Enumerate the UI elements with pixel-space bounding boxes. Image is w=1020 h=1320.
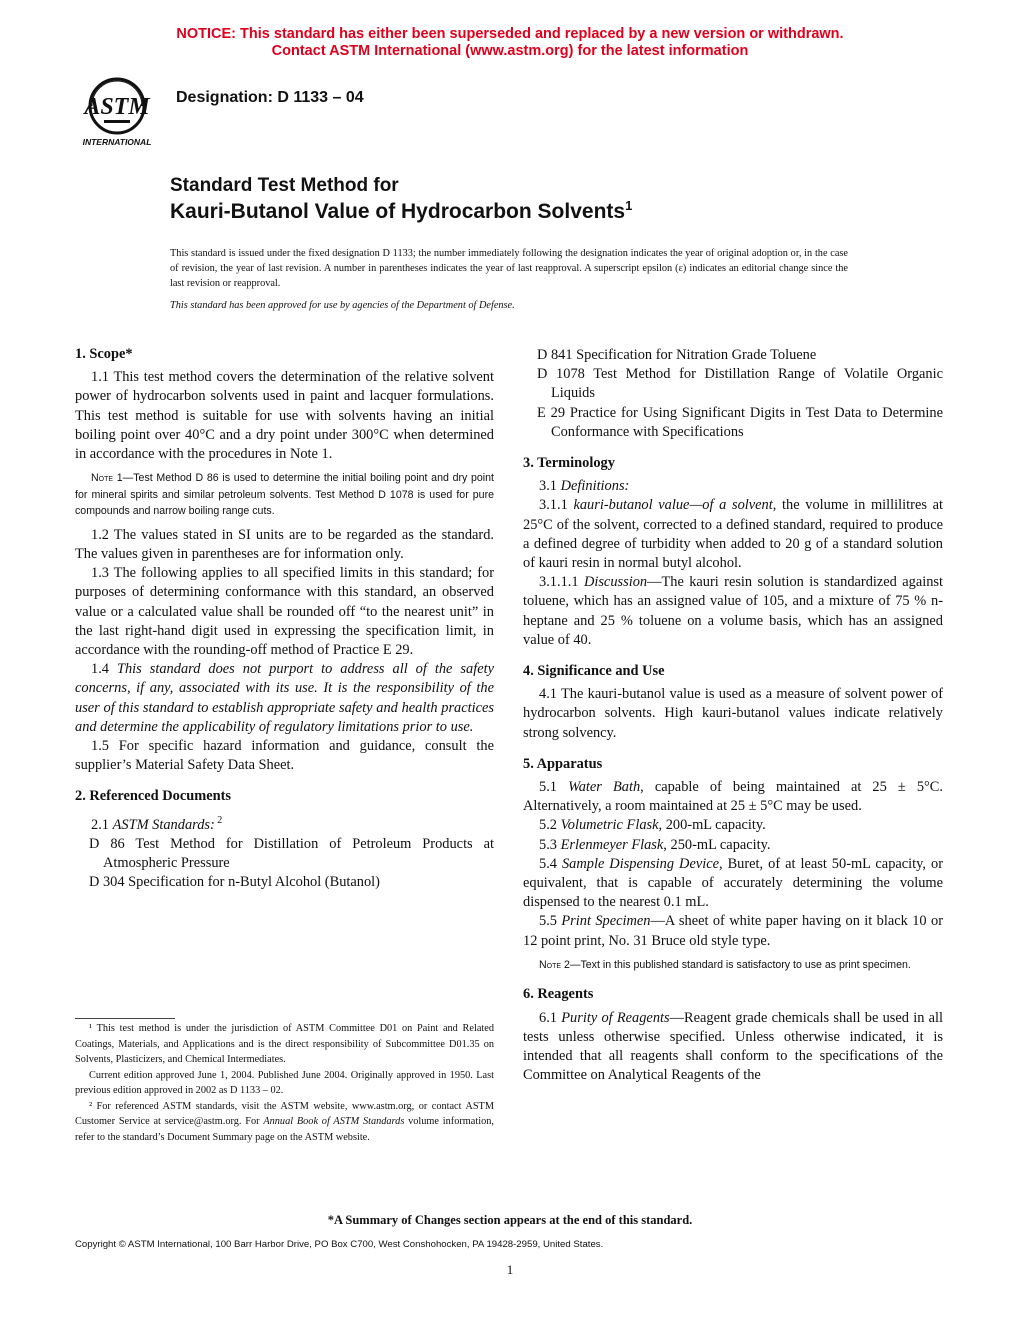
left-column <box>75 345 494 892</box>
terminology-3-1-num: 3.1 <box>539 478 561 495</box>
title-main: Kauri-Butanol Value of Hydrocarbon Solvents <box>170 200 626 223</box>
terminology-3-1-1-1-text: —The kauri resin solution is standardized against toluene, which has an assigned value of 105, and a mixture of 75 % n-heptane and 25 % toluene on a volume basis, which has an assigned value of 40. <box>523 574 943 648</box>
footnote-2-italic: Annual Book of ASTM Standards <box>263 1116 405 1127</box>
copyright: Copyright © ASTM International, 100 Barr Harbor Drive, PO Box C700, West Conshohocken, PA 19428-2959, United States. <box>75 1239 604 1250</box>
apparatus-5-1-label: Water Bath <box>568 779 641 796</box>
dod-approval: This standard has been approved for use by agencies of the Department of Defense. <box>170 300 515 311</box>
apparatus-5-4-num: 5.4 <box>539 855 562 872</box>
apparatus-5-2-text: , 200-mL capacity. <box>658 817 766 834</box>
logo-text: ASTM <box>84 94 150 120</box>
designation: Designation: D 1133 – 04 <box>176 89 364 106</box>
notice-line-2: Contact ASTM International (www.astm.org) for the latest information <box>271 43 749 59</box>
refdocs-2-1 <box>75 811 494 835</box>
note-1-text: 1—Test Method D 86 is used to determine the initial boiling point and dry point for mineral spirits and similar petroleum solvents. Test Method D 1078 is used for pure compounds and narrow boiling range cuts. <box>75 472 494 518</box>
apparatus-5-5-label: Print Specimen <box>561 913 651 930</box>
right-column <box>523 346 943 1085</box>
apparatus-5-4-label: Sample Dispensing Device <box>561 855 719 872</box>
ref-item-d1078: D 1078 Test Method for Distillation Range of Volatile Organic Liquids <box>537 366 943 402</box>
astm-logo <box>74 76 160 148</box>
section-terminology-heading: 3. Terminology <box>523 455 615 472</box>
apparatus-5-5-num: 5.5 <box>539 913 562 930</box>
refdocs-footnote-ref: 2 <box>214 814 223 826</box>
title-line-2 <box>170 198 632 224</box>
reagents-6-1-label: Purity of Reagents <box>561 1009 670 1026</box>
reagents-6-1-text: —Reagent grade chemicals shall be used in all tests unless otherwise specified. Unless otherwise indicated, it is intended that all reagents shall conform to the specifications of the Committee on Analytical Reagents of the <box>523 1009 944 1084</box>
scope-1-3: 1.3 The following applies to all specified limits in this standard; for purposes of determining conformance with this standard, an observed value or a calculated value shall be rounded off “to the nearest unit” in the last right-hand digit used in expressing the specification limit, in accordance with the rounding-off method of Practice E 29. <box>75 565 494 658</box>
apparatus-5-1-num: 5.1 <box>539 779 569 796</box>
terminology-3-1-1-text: , the volume in millilitres at 25°C of the solvent, corrected to a defined standard, required to produce a defined degree of turbidity when added to 20 g of a standard solution of kauri resin in normal butyl alcohol. <box>523 497 944 572</box>
scope-1-2: 1.2 The values stated in SI units are to be regarded as the standard. The values given in parentheses are for information only. <box>75 526 494 562</box>
scope-1-4-num: 1.4 <box>91 661 117 678</box>
ref-item-d86: D 86 Test Method for Distillation of Petroleum Products at Atmospheric Pressure <box>89 835 494 871</box>
note-2 <box>523 957 943 974</box>
title-footnote-ref: 1 <box>625 198 633 213</box>
scope-1-5: 1.5 For specific hazard information and guidance, consult the supplier’s Material Safety Data Sheet. <box>75 737 494 774</box>
footnote-2-a: ² For referenced ASTM standards, visit the ASTM website, www.astm.org, or contact ASTM Customer Service at service@astm.org. For <box>75 1100 494 1127</box>
apparatus-5-5 <box>523 912 943 950</box>
terminology-3-1-label: Definitions: <box>560 478 630 495</box>
ref-item-d304: D 304 Specification for n-Butyl Alcohol (Butanol) <box>89 873 380 890</box>
refdocs-2-1-label: ASTM Standards: <box>112 816 215 833</box>
logo-subtext: INTERNATIONAL <box>82 137 152 147</box>
note-1-label: Note <box>91 472 114 485</box>
apparatus-5-3-label: Erlenmeyer Flask <box>560 836 664 853</box>
footnote-rule <box>75 1018 175 1019</box>
note-2-text: 2—Text in this published standard is satisfactory to use as print specimen. <box>561 958 911 971</box>
terminology-3-1-1-1-label: Discussion <box>583 574 648 591</box>
reagents-6-1 <box>523 1009 943 1086</box>
ref-item-d841: D 841 Specification for Nitration Grade Toluene <box>537 347 817 363</box>
apparatus-5-2-label: Volumetric Flask <box>560 817 659 834</box>
apparatus-5-3-text: , 250-mL capacity. <box>663 836 771 853</box>
terminology-3-1 <box>523 477 943 496</box>
footnote-2-b: volume information, refer to the standard’s Document Summary page on the ASTM website. <box>75 1116 494 1143</box>
apparatus-5-4 <box>523 855 943 913</box>
preface-text: This standard is issued under the fixed designation D 1133; the number immediately following the designation indicates the year of original adoption or, in the case of revision, the year of last revision. A number in parentheses indicates the year of last reapproval. A superscript epsilon (ε) indicates an editorial change since the last revision or reapproval. <box>170 248 848 289</box>
section-scope-heading: 1. Scope* <box>75 346 133 362</box>
apparatus-5-2 <box>523 816 943 835</box>
footnote-1: ¹ This test method is under the jurisdiction of ASTM Committee D01 on Paint and Related Coatings, Materials, and Applications and is the direct responsibility of Subcommittee D01.35 on Solvents, Plasticizers, and Chemical Intermediates. <box>75 1023 494 1065</box>
terminology-3-1-1-1 <box>523 573 943 650</box>
scope-1-1: 1.1 This test method covers the determination of the relative solvent power of hydrocarbon solvents used in paint and lacquer formulations. This test method is suitable for use with solvents having an initial boiling point over 40°C and a dry point under 300°C when determined in accordance with the procedures in Note 1. <box>75 369 494 463</box>
apparatus-5-4-text: , Buret, of at least 50-mL capacity, or equivalent, that is capable of accurately determining the volume dispensed to the nearest 0.1 mL. <box>523 855 943 911</box>
significance-4-1: 4.1 The kauri-butanol value is used as a measure of solvent power of hydrocarbon solvents. High kauri-butanol values indicate relatively strong solvency. <box>523 686 943 741</box>
section-reagents-heading: 6. Reagents <box>523 986 594 1003</box>
section-apparatus-heading: 5. Apparatus <box>523 755 603 772</box>
terminology-3-1-1 <box>523 496 943 573</box>
footnotes <box>75 1021 494 1145</box>
apparatus-5-3 <box>523 836 943 855</box>
notice-line-1: NOTICE: This standard has either been superseded and replaced by a new version or withdrawn. <box>176 26 844 42</box>
apparatus-5-5-text: —A sheet of white paper having on it black 10 or 12 point print, No. 31 Bruce old style type. <box>523 913 944 949</box>
apparatus-5-1 <box>523 778 943 816</box>
refdocs-2-1-num: 2.1 <box>91 816 113 833</box>
apparatus-5-2-num: 5.2 <box>539 817 561 834</box>
summary-of-changes-note: *A Summary of Changes section appears at the end of this standard. <box>327 1213 693 1227</box>
terminology-3-1-1-num: 3.1.1 <box>539 497 574 514</box>
footnote-2 <box>75 1099 494 1146</box>
title-line-1: Standard Test Method for <box>170 175 399 196</box>
ref-item-e29: E 29 Practice for Using Significant Digits in Test Data to Determine Conformance with Specifications <box>537 404 943 440</box>
apparatus-5-1-text: , capable of being maintained at 25 ± 5°C. Alternatively, a room maintained at 25 ± 5°C may be used. <box>523 779 943 815</box>
withdrawal-notice <box>0 26 1020 60</box>
note-2-label: Note <box>539 958 562 971</box>
astm-logo-icon <box>74 76 160 148</box>
footnote-1-edition: Current edition approved June 1, 2004. Published June 2004. Originally approved in 1950. Last previous edition approved in 2002 as D 1133 – 02. <box>75 1069 494 1096</box>
terminology-3-1-1-term: kauri-butanol value—of a solvent <box>573 497 773 514</box>
terminology-3-1-1-1-num: 3.1.1.1 <box>539 574 584 591</box>
note-1 <box>75 470 494 520</box>
scope-1-4-text: This standard does not purport to address all of the safety concerns, if any, associated with its use. It is the responsibility of the user of this standard to establish appropriate safety and health practices and determine the applicability of regulatory limitations prior to use. <box>75 661 494 735</box>
apparatus-5-3-num: 5.3 <box>539 836 561 853</box>
section-refdocs-heading: 2. Referenced Documents <box>75 788 231 805</box>
scope-1-4 <box>75 660 494 737</box>
reagents-6-1-num: 6.1 <box>539 1009 562 1026</box>
page-number: 1 <box>506 1262 514 1277</box>
section-significance-heading: 4. Significance and Use <box>523 663 665 680</box>
